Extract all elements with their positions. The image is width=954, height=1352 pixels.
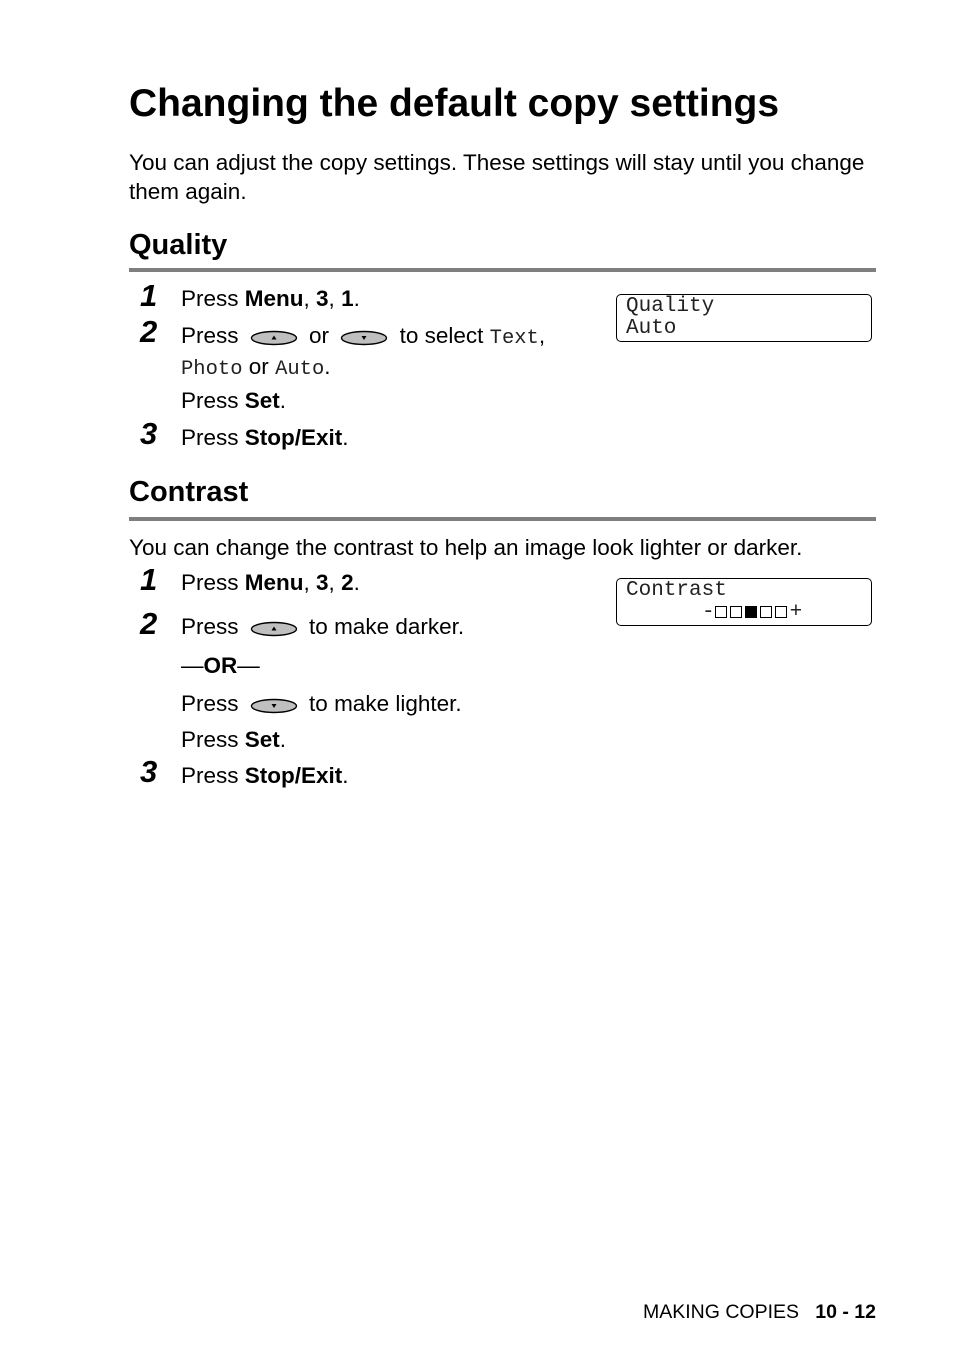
set-key-label: Set <box>244 727 280 752</box>
contrast-step-1-text: Press Menu, 3, 2. <box>181 570 360 595</box>
contrast-box-selected <box>745 606 757 618</box>
or-separator: —OR— <box>181 653 260 678</box>
contrast-level-indicator: - + <box>702 601 803 624</box>
contrast-lcd-display <box>616 578 872 626</box>
intro-paragraph: You can adjust the copy settings. These settings will stay until you change them again. <box>129 150 865 204</box>
contrast-step-2-number: 2 <box>140 606 158 641</box>
up-arrow-key-icon <box>250 330 298 346</box>
footer-section-name: MAKING COPIES <box>642 1301 800 1323</box>
lcd-line-1: Quality <box>626 295 715 318</box>
contrast-intro: You can change the contrast to help an image look lighter or darker. <box>129 535 803 560</box>
menu-key-label: Menu <box>244 570 304 595</box>
contrast-rule <box>129 517 876 521</box>
quality-step-1-number: 1 <box>140 278 158 313</box>
contrast-box <box>775 606 787 618</box>
contrast-step-3-text: Press Stop/Exit. <box>181 763 349 788</box>
quality-step-2-line-2: Photo or Auto. <box>181 354 331 381</box>
stop-exit-key-label: Stop/Exit <box>244 763 343 788</box>
contrast-box <box>730 606 742 618</box>
quality-step-2-line-1: Press or to select Text, <box>181 323 546 350</box>
contrast-heading: Contrast <box>129 476 249 508</box>
quality-heading: Quality <box>129 229 228 261</box>
contrast-step-1-number: 1 <box>140 562 158 597</box>
contrast-box <box>715 606 727 618</box>
page-footer <box>643 1299 876 1325</box>
stop-exit-key-label: Stop/Exit <box>244 425 343 450</box>
quality-step-2-number: 2 <box>140 314 158 349</box>
contrast-step-2-line-1: Press to make darker. <box>181 614 465 639</box>
lcd-line-1: Contrast <box>626 579 727 602</box>
contrast-level-boxes <box>715 601 790 624</box>
option-text: Text <box>489 327 539 350</box>
quality-step-3-text: Press Stop/Exit. <box>181 425 349 450</box>
contrast-step-2-line-2: Press to make lighter. <box>181 691 462 716</box>
set-key-label: Set <box>244 388 280 413</box>
page-title: Changing the default copy settings <box>129 82 780 125</box>
footer-page-number: 10 - 12 <box>815 1301 876 1323</box>
down-arrow-key-icon <box>340 330 388 346</box>
lcd-line-2: Auto <box>626 317 677 340</box>
contrast-step-3-number: 3 <box>140 754 158 789</box>
quality-step-1-text: Press Menu, 3, 1. <box>181 286 360 311</box>
down-arrow-key-icon <box>250 698 298 714</box>
option-auto: Auto <box>275 358 325 381</box>
quality-rule <box>129 268 876 272</box>
quality-lcd-display <box>616 294 872 342</box>
contrast-box <box>760 606 772 618</box>
option-photo: Photo <box>181 358 243 381</box>
up-arrow-key-icon <box>250 621 298 637</box>
menu-key-label: Menu <box>244 286 304 311</box>
contrast-step-2-line-3: Press Set. <box>181 727 287 752</box>
quality-step-2-line-3: Press Set. <box>181 388 287 413</box>
quality-step-3-number: 3 <box>140 416 158 451</box>
